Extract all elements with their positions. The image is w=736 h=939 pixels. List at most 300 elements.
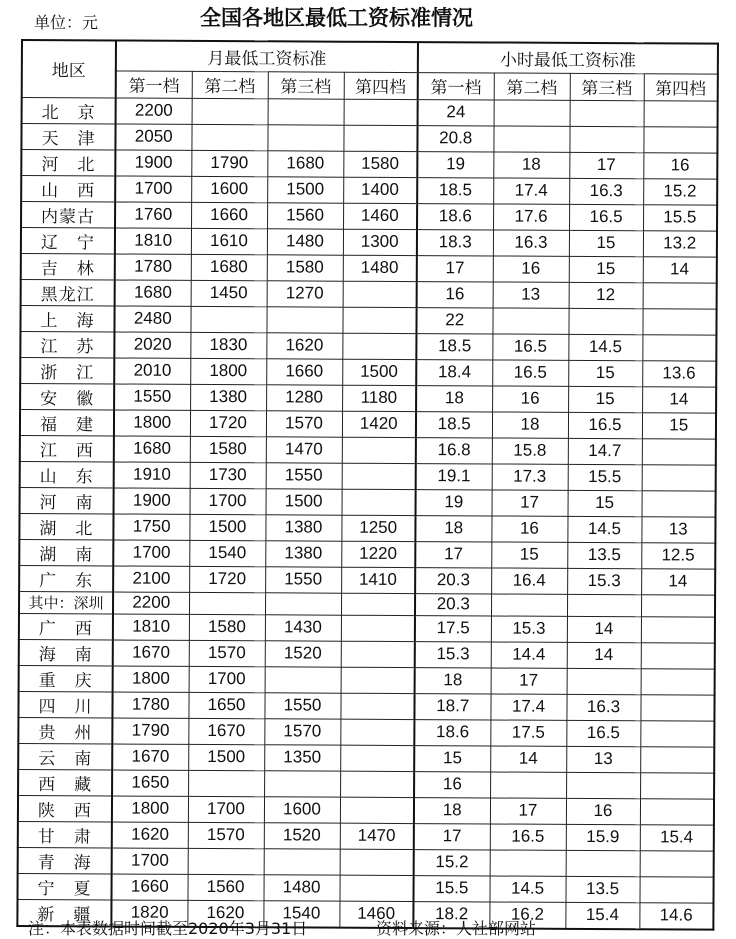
table-row (18, 795, 714, 825)
monthly-tier-4-cell (342, 333, 416, 359)
region-cell: 北 京 (22, 97, 116, 123)
table-row (20, 383, 716, 413)
hourly-tier-2-cell: 17.5 (490, 719, 566, 745)
monthly-tier-3-cell: 1520 (265, 640, 341, 666)
monthly-tier-1-cell: 1680 (114, 435, 190, 461)
hourly-tier-2-cell: 15.3 (491, 615, 567, 641)
monthly-tier-4-cell (344, 99, 418, 125)
hourly-tier-1-cell: 17 (417, 255, 493, 281)
region-cell: 青 海 (18, 847, 112, 873)
region-cell: 江 苏 (20, 331, 114, 357)
hourly-tier-3-cell (566, 772, 640, 798)
hourly-tier-1-cell: 18.7 (414, 693, 490, 719)
hourly-tier-4-cell: 16 (643, 152, 717, 178)
monthly-tier-3-header: 第三档 (268, 71, 344, 98)
monthly-tier-1-cell: 1810 (115, 227, 191, 253)
hourly-tier-4-header: 第四档 (644, 73, 718, 100)
monthly-tier-2-cell (189, 592, 265, 614)
hourly-tier-4-cell (639, 876, 713, 902)
monthly-tier-1-cell: 1780 (112, 691, 188, 717)
region-cell: 内蒙古 (21, 201, 115, 227)
region-cell: 其中：深圳 (19, 591, 113, 613)
table-row (20, 331, 716, 361)
monthly-tier-1-header: 第一档 (116, 70, 192, 97)
hourly-tier-4-cell (642, 334, 716, 360)
monthly-tier-1-cell: 2020 (114, 331, 190, 357)
monthly-tier-2-cell: 1720 (190, 410, 266, 436)
header-row-tiers (22, 70, 718, 101)
monthly-tier-3-cell: 1600 (264, 796, 340, 822)
hourly-tier-2-cell: 16.5 (492, 359, 568, 385)
monthly-tier-2-cell: 1500 (189, 514, 265, 540)
monthly-tier-3-cell: 1520 (264, 822, 340, 848)
hourly-tier-2-cell: 16.3 (493, 229, 569, 255)
hourly-tier-3-cell: 15.4 (565, 902, 639, 929)
hourly-tier-3-cell: 16.3 (566, 694, 640, 720)
monthly-tier-4-cell: 1250 (341, 515, 415, 541)
hourly-tier-2-cell (491, 593, 567, 615)
hourly-tier-2-cell: 16 (492, 385, 568, 411)
table-row (20, 461, 716, 491)
region-cell: 黑龙江 (21, 279, 115, 305)
hourly-tier-4-cell (641, 642, 715, 668)
monthly-tier-4-cell (340, 693, 414, 719)
region-cell: 上 海 (20, 305, 114, 331)
hourly-tier-1-cell: 19.1 (416, 463, 492, 489)
hourly-tier-1-cell: 19 (417, 151, 493, 177)
hourly-tier-1-cell: 20.8 (417, 125, 493, 151)
hourly-tier-1-cell: 18 (416, 385, 492, 411)
monthly-tier-4-cell: 1470 (340, 823, 414, 849)
hourly-tier-3-cell (570, 100, 644, 126)
footnote: 注：本表数据时间截至2020年3月31日 (28, 919, 308, 938)
monthly-tier-2-cell: 1700 (189, 666, 265, 692)
monthly-tier-2-cell (190, 306, 266, 332)
hourly-tier-2-cell: 17.4 (490, 693, 566, 719)
hourly-tier-4-cell (640, 746, 714, 772)
monthly-tier-3-cell: 1500 (266, 488, 342, 514)
hourly-tier-4-cell: 13.2 (643, 230, 717, 256)
table-row (18, 743, 714, 773)
minimum-wage-table (16, 39, 719, 930)
monthly-tier-1-cell: 1670 (113, 639, 189, 665)
hourly-tier-4-cell (642, 464, 716, 490)
monthly-tier-4-cell: 1460 (343, 203, 417, 229)
hourly-tier-4-cell (641, 668, 715, 694)
monthly-tier-1-cell: 1550 (114, 383, 190, 409)
hourly-tier-3-cell (566, 850, 640, 876)
monthly-tier-4-cell (341, 641, 415, 667)
monthly-tier-3-cell: 1380 (265, 514, 341, 540)
monthly-tier-1-cell: 2050 (115, 123, 191, 149)
hourly-tier-2-cell: 14.4 (491, 641, 567, 667)
monthly-tier-1-cell: 2200 (116, 97, 192, 123)
hourly-tier-3-cell: 14.5 (567, 516, 641, 542)
monthly-tier-4-cell: 1180 (342, 385, 416, 411)
region-cell: 重 庆 (19, 665, 113, 691)
monthly-tier-3-cell: 1560 (267, 202, 343, 228)
hourly-tier-3-cell: 16.3 (569, 178, 643, 204)
monthly-tier-4-cell: 1220 (341, 541, 415, 567)
table-row (20, 487, 716, 517)
hourly-tier-2-cell (490, 771, 566, 797)
table-row (20, 357, 716, 387)
monthly-tier-2-cell: 1570 (189, 640, 265, 666)
monthly-tier-1-cell: 1650 (112, 769, 188, 795)
monthly-tier-3-cell: 1280 (266, 384, 342, 410)
table-row (21, 279, 717, 309)
monthly-tier-1-cell: 1620 (112, 821, 188, 847)
hourly-tier-2-cell: 16.5 (490, 823, 566, 849)
hourly-tier-4-cell: 15.2 (643, 178, 717, 204)
hourly-tier-1-cell: 15.5 (413, 875, 489, 901)
hourly-tier-3-cell: 15 (568, 490, 642, 516)
monthly-tier-4-cell (340, 745, 414, 771)
monthly-tier-1-cell: 2480 (114, 305, 190, 331)
monthly-standard-header: 月最低工资标准 (116, 40, 418, 72)
hourly-tier-2-cell: 14 (490, 745, 566, 771)
monthly-tier-4-header: 第四档 (344, 72, 418, 99)
hourly-tier-3-cell: 14.7 (568, 438, 642, 464)
hourly-tier-3-header: 第三档 (570, 73, 644, 100)
hourly-tier-3-cell: 15 (569, 256, 643, 282)
hourly-tier-2-cell: 13 (493, 281, 569, 307)
hourly-tier-3-cell: 14 (567, 616, 641, 642)
region-cell: 广 西 (19, 613, 113, 639)
hourly-tier-1-cell: 16 (417, 281, 493, 307)
monthly-tier-1-cell: 1900 (115, 149, 191, 175)
region-cell: 山 西 (21, 175, 115, 201)
hourly-tier-4-cell (642, 438, 716, 464)
hourly-tier-4-cell (642, 308, 716, 334)
monthly-tier-1-cell: 1750 (113, 513, 189, 539)
monthly-tier-1-cell: 1760 (115, 201, 191, 227)
region-cell: 湖 北 (19, 513, 113, 539)
monthly-tier-1-cell: 1800 (113, 665, 189, 691)
table-row (18, 769, 714, 799)
monthly-tier-2-cell: 1580 (190, 436, 266, 462)
monthly-tier-3-cell (264, 770, 340, 796)
table-row (21, 201, 717, 231)
hourly-tier-3-cell: 15.5 (568, 464, 642, 490)
hourly-tier-2-cell (492, 307, 568, 333)
hourly-tier-1-cell: 20.3 (415, 567, 491, 593)
monthly-tier-4-cell (342, 437, 416, 463)
hourly-tier-4-cell (640, 798, 714, 824)
hourly-tier-3-cell: 14.5 (568, 334, 642, 360)
monthly-tier-3-cell: 1570 (266, 410, 342, 436)
monthly-tier-3-cell (265, 592, 341, 614)
region-cell: 甘 肃 (18, 821, 112, 847)
hourly-tier-3-cell: 16.5 (566, 720, 640, 746)
header-row-groups (22, 40, 718, 74)
hourly-tier-3-cell (567, 668, 641, 694)
monthly-tier-3-cell: 1570 (264, 718, 340, 744)
hourly-tier-1-cell: 18.5 (416, 333, 492, 359)
hourly-tier-2-cell (493, 125, 569, 151)
hourly-tier-1-header: 第一档 (418, 72, 494, 99)
monthly-tier-2-cell: 1610 (191, 228, 267, 254)
region-cell: 福 建 (20, 409, 114, 435)
monthly-tier-4-cell (340, 849, 414, 875)
table-row (21, 253, 717, 283)
monthly-tier-4-cell (342, 307, 416, 333)
hourly-tier-2-cell: 17.4 (493, 177, 569, 203)
hourly-tier-4-cell: 14 (641, 568, 715, 594)
monthly-tier-3-cell: 1380 (265, 540, 341, 566)
hourly-tier-1-cell: 18.5 (417, 177, 493, 203)
monthly-tier-4-cell (340, 797, 414, 823)
hourly-tier-1-cell: 15 (414, 745, 490, 771)
hourly-tier-1-cell: 18 (415, 667, 491, 693)
region-cell: 海 南 (19, 639, 113, 665)
region-cell: 广 东 (19, 565, 113, 591)
table-row (18, 847, 714, 877)
hourly-tier-3-cell: 12 (569, 282, 643, 308)
hourly-tier-4-cell: 12.5 (641, 542, 715, 568)
monthly-tier-3-cell (264, 848, 340, 874)
hourly-tier-3-cell (568, 308, 642, 334)
monthly-tier-4-cell (340, 771, 414, 797)
hourly-tier-3-cell: 13.5 (567, 542, 641, 568)
monthly-tier-2-cell: 1580 (189, 614, 265, 640)
monthly-tier-2-cell: 1450 (191, 280, 267, 306)
monthly-tier-4-cell (341, 667, 415, 693)
monthly-tier-3-cell: 1660 (266, 358, 342, 384)
monthly-tier-1-cell: 1800 (114, 409, 190, 435)
hourly-tier-4-cell: 13 (641, 516, 715, 542)
monthly-tier-1-cell: 2010 (114, 357, 190, 383)
monthly-tier-1-cell: 1700 (112, 847, 188, 873)
hourly-tier-2-cell: 16.5 (492, 333, 568, 359)
hourly-tier-3-cell: 17 (569, 152, 643, 178)
hourly-tier-4-cell (640, 694, 714, 720)
hourly-tier-2-cell: 16 (491, 515, 567, 541)
region-cell: 安 徽 (20, 383, 114, 409)
region-cell: 湖 南 (19, 539, 113, 565)
monthly-tier-2-cell: 1790 (191, 150, 267, 176)
hourly-tier-1-cell: 17.5 (415, 615, 491, 641)
region-cell: 陕 西 (18, 795, 112, 821)
monthly-tier-2-cell: 1680 (191, 254, 267, 280)
hourly-tier-1-cell: 16.8 (416, 437, 492, 463)
hourly-tier-1-cell: 18 (415, 515, 491, 541)
monthly-tier-1-cell: 1700 (115, 175, 191, 201)
table-body (17, 97, 717, 929)
hourly-tier-3-cell: 14 (567, 642, 641, 668)
region-header: 地区 (22, 40, 116, 97)
region-cell: 吉 林 (21, 253, 115, 279)
monthly-tier-3-cell: 1350 (264, 744, 340, 770)
monthly-tier-4-cell: 1420 (342, 411, 416, 437)
monthly-tier-3-cell (266, 306, 342, 332)
hourly-tier-3-cell (567, 594, 641, 616)
hourly-tier-1-cell: 18.6 (414, 719, 490, 745)
monthly-tier-1-cell: 1790 (112, 717, 188, 743)
hourly-tier-4-cell (640, 720, 714, 746)
monthly-tier-3-cell: 1580 (267, 254, 343, 280)
hourly-tier-4-cell (641, 594, 715, 616)
monthly-tier-2-cell: 1540 (189, 540, 265, 566)
hourly-tier-3-cell: 16 (566, 798, 640, 824)
hourly-tier-4-cell: 14 (643, 256, 717, 282)
monthly-tier-2-cell: 1720 (189, 566, 265, 592)
hourly-tier-3-cell: 15.3 (567, 568, 641, 594)
monthly-tier-4-cell (341, 615, 415, 641)
hourly-tier-2-cell: 18 (493, 151, 569, 177)
hourly-tier-3-cell: 15 (568, 360, 642, 386)
region-cell: 宁 夏 (17, 873, 111, 899)
table-row (19, 639, 715, 669)
hourly-tier-1-cell: 22 (416, 307, 492, 333)
hourly-tier-4-cell (643, 126, 717, 152)
source-note: 资料来源：人社部网站 (376, 919, 537, 938)
hourly-tier-2-cell: 14.5 (489, 875, 565, 901)
monthly-tier-3-cell: 1680 (267, 150, 343, 176)
hourly-tier-4-cell (640, 772, 714, 798)
hourly-tier-1-cell: 18.4 (416, 359, 492, 385)
hourly-tier-1-cell: 19 (416, 489, 492, 515)
table-row (19, 539, 715, 569)
hourly-tier-2-cell: 17.3 (492, 463, 568, 489)
region-cell: 河 南 (20, 487, 114, 513)
hourly-tier-2-cell: 17 (492, 489, 568, 515)
hourly-tier-1-cell: 17 (415, 541, 491, 567)
hourly-tier-3-cell: 13.5 (565, 876, 639, 902)
monthly-tier-1-cell: 1800 (112, 795, 188, 821)
monthly-tier-2-cell (192, 98, 268, 124)
hourly-tier-2-cell: 16.2 (489, 901, 565, 928)
monthly-tier-3-cell: 1550 (266, 462, 342, 488)
hourly-tier-4-cell: 13.6 (642, 360, 716, 386)
monthly-tier-4-cell: 1410 (341, 567, 415, 593)
table-row (21, 149, 717, 179)
monthly-tier-2-cell: 1560 (187, 874, 263, 900)
monthly-tier-1-cell: 1680 (115, 279, 191, 305)
monthly-tier-2-cell: 1500 (188, 744, 264, 770)
monthly-tier-2-cell: 1730 (190, 462, 266, 488)
monthly-tier-2-cell: 1700 (190, 488, 266, 514)
hourly-tier-1-cell: 18 (414, 797, 490, 823)
monthly-tier-2-cell: 1620 (187, 900, 263, 927)
monthly-tier-1-cell: 1670 (112, 743, 188, 769)
hourly-tier-3-cell: 16.5 (569, 204, 643, 230)
hourly-tier-2-cell: 16 (493, 255, 569, 281)
monthly-tier-1-cell: 2100 (113, 565, 189, 591)
monthly-tier-4-cell (339, 875, 413, 901)
hourly-tier-4-cell: 15 (642, 412, 716, 438)
region-cell: 江 西 (20, 435, 114, 461)
monthly-tier-2-cell: 1800 (190, 358, 266, 384)
hourly-tier-4-cell: 15.5 (643, 204, 717, 230)
table-row (20, 435, 716, 465)
region-cell: 四 川 (18, 691, 112, 717)
monthly-tier-2-cell: 1380 (190, 384, 266, 410)
monthly-tier-4-cell (343, 125, 417, 151)
hourly-tier-3-cell: 15 (569, 230, 643, 256)
monthly-tier-2-cell: 1570 (188, 822, 264, 848)
table-row (22, 97, 718, 127)
hourly-tier-1-cell: 18.6 (417, 203, 493, 229)
monthly-tier-3-cell: 1480 (267, 228, 343, 254)
hourly-tier-2-cell: 15.8 (492, 437, 568, 463)
table-row (18, 821, 714, 851)
monthly-tier-1-cell: 1820 (111, 899, 187, 926)
monthly-tier-4-cell: 1460 (339, 901, 413, 928)
table-row (20, 305, 716, 335)
monthly-tier-3-cell: 1430 (265, 614, 341, 640)
hourly-tier-3-cell: 13 (566, 746, 640, 772)
monthly-tier-3-cell: 1550 (265, 566, 341, 592)
hourly-tier-1-cell: 18.5 (416, 411, 492, 437)
monthly-tier-2-cell (191, 124, 267, 150)
page-title: 全国各地区最低工资标准情况 (200, 6, 473, 30)
monthly-tier-4-cell (341, 593, 415, 615)
region-cell: 云 南 (18, 743, 112, 769)
monthly-tier-3-cell (267, 124, 343, 150)
monthly-tier-1-cell: 1780 (115, 253, 191, 279)
monthly-tier-4-cell: 1400 (343, 177, 417, 203)
hourly-tier-4-cell: 14.6 (639, 902, 713, 929)
table-row (19, 665, 715, 695)
hourly-tier-4-cell (643, 282, 717, 308)
region-cell: 天 津 (21, 123, 115, 149)
hourly-tier-1-cell: 18.3 (417, 229, 493, 255)
hourly-tier-2-cell (490, 849, 566, 875)
table-row (19, 565, 715, 595)
hourly-tier-1-cell: 15.2 (414, 849, 490, 875)
hourly-tier-3-cell (569, 126, 643, 152)
unit-label: 单位：元 (34, 13, 99, 32)
hourly-tier-2-cell: 17 (491, 667, 567, 693)
monthly-tier-4-cell: 1500 (342, 359, 416, 385)
monthly-tier-3-cell: 1480 (263, 874, 339, 900)
hourly-tier-1-cell: 18.2 (413, 901, 489, 928)
monthly-tier-1-cell: 2200 (113, 591, 189, 613)
table-row (21, 123, 717, 153)
hourly-tier-2-cell: 15 (491, 541, 567, 567)
hourly-tier-3-cell: 15.9 (566, 824, 640, 850)
table-row (18, 691, 714, 721)
monthly-tier-1-cell: 1910 (114, 461, 190, 487)
hourly-tier-1-cell: 24 (418, 99, 494, 125)
hourly-tier-4-cell (642, 490, 716, 516)
monthly-tier-4-cell: 1580 (343, 151, 417, 177)
region-cell: 新 疆 (17, 899, 111, 926)
monthly-tier-4-cell (343, 281, 417, 307)
monthly-tier-2-cell: 1660 (191, 202, 267, 228)
monthly-tier-3-cell: 1270 (267, 280, 343, 306)
monthly-tier-3-cell (265, 666, 341, 692)
monthly-tier-2-cell: 1700 (188, 796, 264, 822)
table-row (19, 613, 715, 643)
table-row (18, 717, 714, 747)
table-row (21, 227, 717, 257)
monthly-tier-4-cell (342, 463, 416, 489)
monthly-tier-2-cell: 1600 (191, 176, 267, 202)
monthly-tier-3-cell: 1550 (264, 692, 340, 718)
hourly-tier-3-cell: 15 (568, 386, 642, 412)
region-cell: 山 东 (20, 461, 114, 487)
table-row (19, 513, 715, 543)
hourly-tier-2-cell: 16.4 (491, 567, 567, 593)
hourly-standard-header: 小时最低工资标准 (418, 42, 718, 74)
monthly-tier-2-cell: 1670 (188, 718, 264, 744)
region-cell: 贵 州 (18, 717, 112, 743)
monthly-tier-3-cell (268, 98, 344, 124)
monthly-tier-4-cell: 1300 (343, 229, 417, 255)
hourly-tier-1-cell: 20.3 (415, 593, 491, 615)
